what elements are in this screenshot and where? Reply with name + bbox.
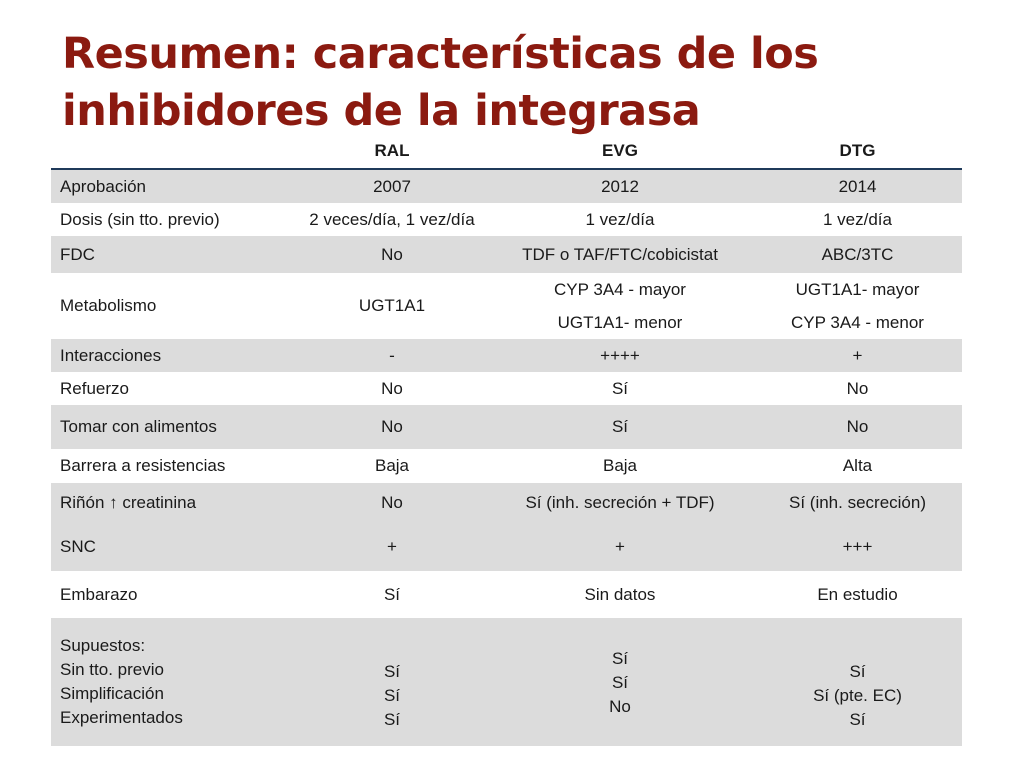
- table-row: [51, 618, 962, 746]
- table-header-row: [51, 138, 962, 170]
- table-row: [51, 571, 962, 618]
- cell-line: CYP 3A4 - mayor: [554, 279, 686, 299]
- table-row: [51, 170, 962, 203]
- header-cell-evg: EVG: [602, 141, 638, 160]
- row-label: Interacciones: [60, 345, 162, 365]
- row-label: Refuerzo: [60, 378, 129, 398]
- cell-dtg: 2014: [838, 176, 877, 196]
- cell-dtg: +: [852, 345, 863, 365]
- table-row: [51, 273, 962, 339]
- cell-dtg: ABC/3TC: [821, 244, 894, 264]
- cell-ral: No: [381, 417, 403, 436]
- cell-evg: ++++: [600, 345, 640, 365]
- cell-ral: -: [389, 345, 395, 365]
- row-label: FDC: [60, 244, 95, 264]
- cell-dtg: 1 vez/día: [823, 209, 892, 229]
- cell-dtg: En estudio: [817, 584, 898, 604]
- cell-evg: Sin datos: [584, 584, 656, 604]
- cell-ral: Sí: [383, 584, 401, 604]
- table-row: [51, 203, 962, 236]
- row-label-line: Experimentados: [60, 708, 183, 727]
- cell-line: CYP 3A4 - menor: [791, 312, 924, 332]
- cell-line: Sí: [383, 710, 401, 729]
- cell-dtg: [753, 618, 962, 746]
- cell-evg: Sí: [611, 417, 629, 436]
- cell-line: Sí: [383, 662, 401, 681]
- table-row: [51, 483, 962, 523]
- cell-ral: No: [381, 493, 403, 512]
- row-label: Barrera a resistencias: [60, 456, 226, 475]
- cell-evg: 1 vez/día: [585, 209, 655, 229]
- cell-evg: [487, 618, 753, 746]
- cell-line: Sí: [383, 686, 401, 705]
- cell-dtg: +++: [842, 537, 873, 556]
- cell-evg: Sí: [611, 378, 629, 398]
- cell-evg: Sí (inh. secreción + TDF): [525, 493, 715, 512]
- table-row: [51, 339, 962, 372]
- row-label-line: Sin tto. previo: [60, 660, 164, 679]
- cell-dtg: [753, 273, 962, 339]
- cell-line: UGT1A1- menor: [557, 312, 683, 332]
- row-label: Tomar con alimentos: [60, 417, 217, 436]
- cell-ral: No: [381, 244, 403, 264]
- cell-line: No: [609, 697, 631, 716]
- comparison-table: [51, 138, 962, 746]
- row-label: Aprobación: [60, 176, 147, 196]
- row-label: Riñón ↑ creatinina: [60, 493, 197, 512]
- cell-dtg: No: [846, 417, 869, 436]
- cell-ral: Baja: [374, 456, 410, 475]
- cell-ral: UGT1A1: [358, 296, 426, 315]
- cell-line: Sí: [849, 710, 866, 729]
- cell-evg: 2012: [601, 176, 639, 196]
- row-label: Dosis (sin tto. previo): [60, 209, 220, 229]
- cell-line: Sí: [611, 649, 629, 668]
- cell-evg: TDF o TAF/FTC/cobicistat: [522, 244, 718, 264]
- row-label: SNC: [60, 537, 96, 556]
- slide-title-line-2: inhibidores de la integrasa: [62, 86, 701, 136]
- cell-line: Sí: [611, 673, 629, 692]
- header-cell-empty: [51, 138, 297, 168]
- row-label: Embarazo: [60, 584, 138, 604]
- cell-evg: +: [615, 537, 625, 556]
- header-cell-dtg: DTG: [839, 141, 876, 160]
- table-row: [51, 372, 962, 405]
- table-row: [51, 523, 962, 571]
- cell-ral: No: [381, 378, 403, 398]
- row-label: Metabolismo: [60, 296, 157, 315]
- cell-dtg: No: [846, 378, 869, 398]
- cell-dtg: Sí (inh. secreción): [789, 493, 926, 512]
- table-row: [51, 449, 962, 483]
- header-cell-ral: RAL: [374, 141, 410, 160]
- cell-ral: +: [387, 537, 397, 556]
- cell-ral: 2 veces/día, 1 vez/día: [309, 209, 475, 229]
- cell-dtg: Alta: [842, 456, 873, 475]
- cell-line: UGT1A1- mayor: [795, 279, 920, 299]
- slide-title: [62, 26, 962, 140]
- cell-ral: 2007: [373, 176, 411, 196]
- cell-evg: Baja: [602, 456, 638, 475]
- row-label-line: Supuestos:: [60, 636, 146, 655]
- row-label-line: Simplificación: [60, 684, 164, 703]
- cell-evg: [487, 273, 753, 339]
- table-row: [51, 405, 962, 449]
- slide-title-line-1: Resumen: características de los: [62, 29, 819, 79]
- cell-line: Sí: [849, 662, 866, 681]
- table-row: [51, 236, 962, 273]
- cell-ral: [297, 618, 487, 746]
- cell-line: Sí (pte. EC): [813, 686, 902, 705]
- row-label: [51, 618, 297, 746]
